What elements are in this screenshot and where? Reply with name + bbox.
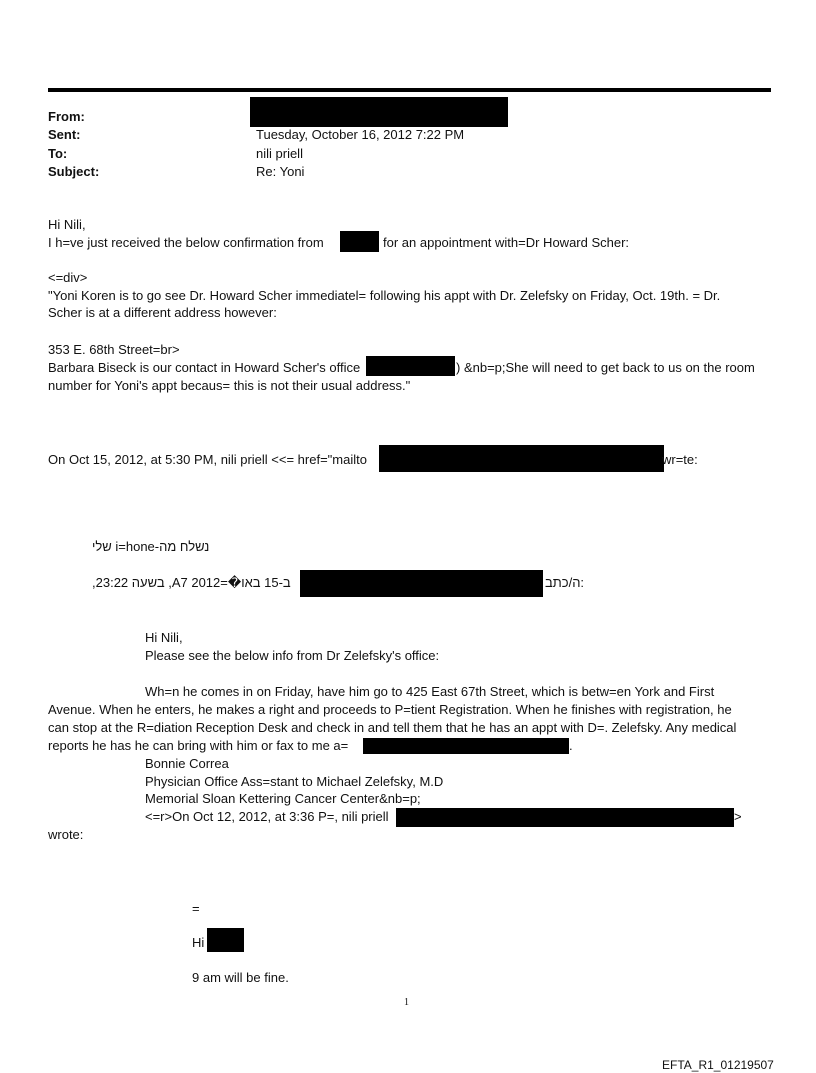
equals-line: = <box>192 901 200 916</box>
please-see-line: Please see the below info from Dr Zelefsky's office: <box>145 648 440 663</box>
subject-label: Subject: <box>48 164 100 179</box>
barbara-redaction <box>366 356 455 376</box>
hebrew-date-line-a: ב-15 באו�=A7 2012, בשעה 23:22, <box>92 575 291 590</box>
footer-id: EFTA_R1_01219507 <box>662 1058 774 1072</box>
oct12-line-end: > <box>734 809 742 824</box>
para-line-4: reports he has he can bring with him or fax to me a= <box>48 738 349 753</box>
hi-redaction <box>207 928 244 952</box>
quote-line-2: Scher is at a different address however: <box>48 305 277 320</box>
barbara-line-a: Barbara Biseck is our contact in Howard Scher's office <box>48 360 361 375</box>
oct15-line-a: On Oct 15, 2012, at 5:30 PM, nili priell <<= href="mailto <box>48 452 367 467</box>
confirmation-line-a: I h=ve just received the below confirmation from <box>48 235 324 250</box>
sent-label: Sent: <box>48 127 81 142</box>
from-redaction <box>250 97 508 127</box>
subject-value: Re: Yoni <box>256 164 305 179</box>
signature-title: Physician Office Ass=stant to Michael Zelefsky, M.D <box>145 774 444 789</box>
oct15-line-b: wr=te: <box>662 452 698 467</box>
nine-am-line: 9 am will be fine. <box>192 970 289 985</box>
from-label: From: <box>48 109 85 124</box>
barbara-line-c: number for Yoni's appt becaus= this is not their usual address." <box>48 378 411 393</box>
sent-value: Tuesday, October 16, 2012 7:22 PM <box>256 127 465 142</box>
barbara-line-b: ) &nb=p;She will need to get back to us on the room <box>456 360 755 375</box>
wrote-line: wrote: <box>48 827 84 842</box>
hebrew-date-line-b: :ה/כתב <box>545 575 585 590</box>
oct12-redaction <box>396 808 734 827</box>
hebrew-redaction <box>300 570 543 597</box>
oct12-line: <=r>On Oct 12, 2012, at 3:36 P=, nili priell <box>145 809 389 824</box>
para-line-3: can stop at the R=diation Reception Desk and check in and tell them that he has an appt with D=. Zelefsky. Any medical <box>48 720 737 735</box>
to-value: nili priell <box>256 146 303 161</box>
confirmation-line-b: for an appointment with=Dr Howard Scher: <box>383 235 630 250</box>
hi-nili-2: Hi Nili, <box>145 630 183 645</box>
para-line-4-end: . <box>569 738 573 753</box>
header-rule <box>48 88 771 92</box>
para-line-1: Wh=n he comes in on Friday, have him go to 425 East 67th Street, which is betw=en York and First <box>145 684 715 699</box>
hi-line: Hi <box>192 935 205 950</box>
page-number: 1 <box>404 997 409 1008</box>
confirmation-redaction <box>340 231 379 252</box>
para-line-2: Avenue. When he enters, he makes a right and proceeds to P=tient Registration. When he finishes with registration, he <box>48 702 732 717</box>
greeting: Hi Nili, <box>48 217 86 232</box>
signature-name: Bonnie Correa <box>145 756 229 771</box>
div-tag-text: <=div> <box>48 270 88 285</box>
fax-redaction <box>363 738 569 754</box>
signature-org: Memorial Sloan Kettering Cancer Center&nb=p; <box>145 791 421 806</box>
oct15-redaction <box>379 445 664 472</box>
quote-line-1: "Yoni Koren is to go see Dr. Howard Scher immediatel= following his appt with Dr. Zelefsky on Friday, Oct. 19th. = Dr. <box>48 288 721 303</box>
to-label: To: <box>48 146 68 161</box>
hebrew-sent-from: נשלח מה-i=hone שלי <box>92 539 210 554</box>
address-line: 353 E. 68th Street=br> <box>48 342 180 357</box>
